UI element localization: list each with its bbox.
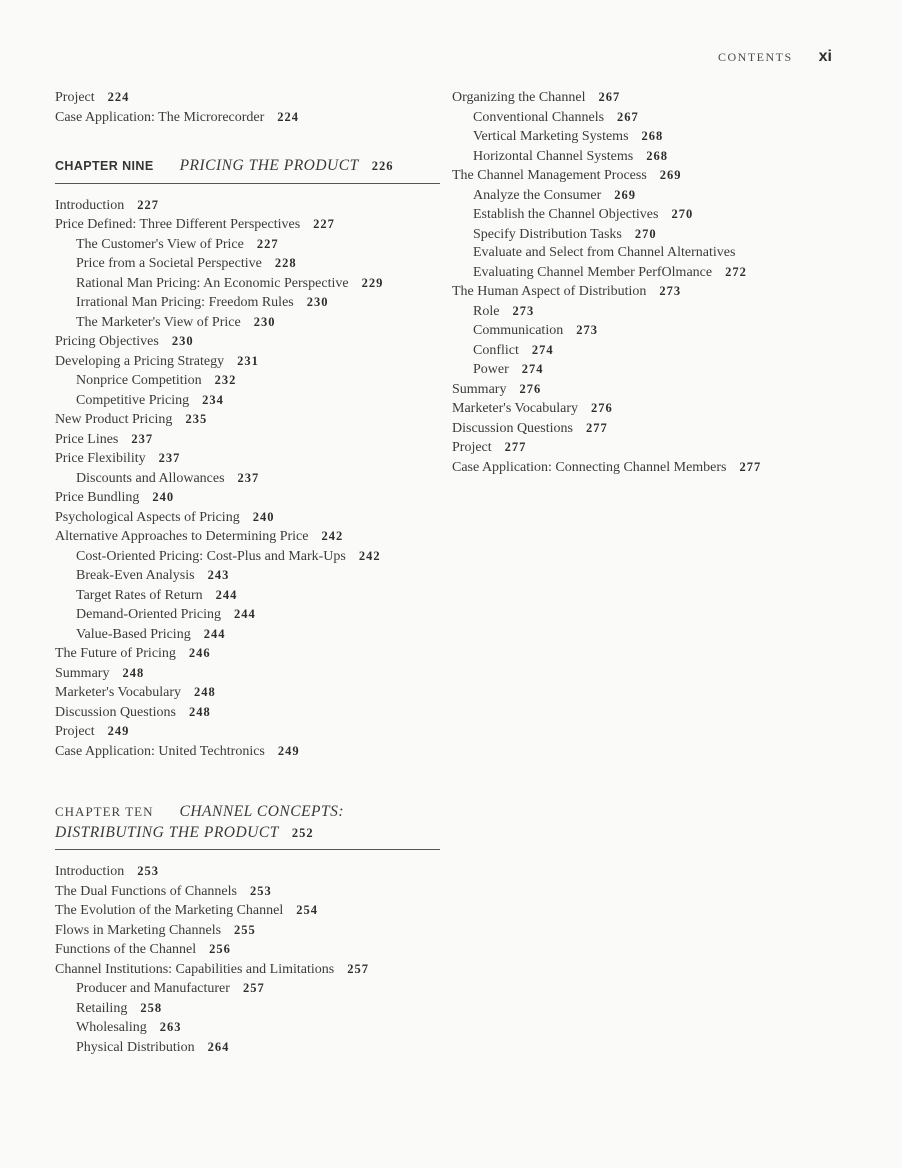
entry-page: 273 — [512, 303, 535, 318]
entry-page: 237 — [237, 470, 260, 485]
entry-text: Cost-Oriented Pricing: Cost-Plus and Mark-Ups — [76, 548, 346, 564]
entry-page: 231 — [237, 353, 259, 368]
toc-entry — [452, 380, 860, 400]
page-header — [718, 48, 832, 66]
entry-page: 264 — [207, 1039, 230, 1054]
toc-entry — [55, 703, 440, 723]
toc-entry — [452, 166, 860, 186]
toc-entry — [55, 371, 440, 391]
entry-text: Producer and Manufacturer — [76, 981, 230, 996]
toc-entry — [452, 321, 860, 341]
toc-entry — [452, 282, 860, 302]
entry-text: Developing a Pricing Strategy — [55, 353, 225, 369]
toc-entry — [452, 458, 860, 478]
entry-page: 258 — [140, 1000, 163, 1015]
entry-text: The Dual Functions of Channels — [55, 883, 237, 899]
entry-page: 232 — [214, 373, 237, 387]
toc-entry — [452, 127, 860, 147]
toc-entry — [55, 215, 440, 235]
entry-text: Price Lines — [55, 431, 119, 447]
entry-page: 229 — [361, 275, 384, 290]
entry-text: Horizontal Channel Systems — [473, 148, 634, 164]
toc-entry — [55, 566, 440, 586]
toc-entry — [55, 88, 440, 108]
chapter-ten-heading — [55, 802, 440, 850]
toc-entry — [452, 244, 860, 263]
entry-page: 244 — [203, 626, 226, 641]
entry-page: 269 — [614, 187, 637, 202]
entry-text: Discounts and Allowances — [76, 470, 225, 486]
entry-page: 230 — [171, 334, 194, 348]
entry-text: Conventional Channels — [473, 109, 605, 125]
toc-entry — [55, 527, 440, 547]
entry-page: 270 — [671, 207, 694, 221]
toc-entry — [55, 605, 440, 625]
entry-page: 230 — [306, 295, 329, 309]
entry-text: Summary — [55, 665, 110, 681]
entry-page: 248 — [122, 665, 145, 680]
entry-page: 244 — [234, 607, 256, 621]
entry-page: 242 — [358, 548, 381, 563]
entry-text: Evaluating Channel Member PerfOlmance — [473, 264, 713, 280]
chapter-nine-title: PRICING THE PRODUCT — [179, 157, 359, 174]
toc-entry — [55, 352, 440, 372]
toc-entry — [55, 722, 440, 742]
toc-column-left — [55, 88, 440, 1057]
entry-page: 244 — [215, 587, 238, 602]
entry-page: 240 — [252, 509, 275, 524]
chapter-nine-entries — [55, 196, 440, 762]
entry-text: The Marketer's View of Price — [76, 314, 241, 330]
right-column-entries — [452, 88, 860, 477]
toc-columns — [55, 88, 860, 1057]
page-number-roman: xi — [818, 48, 832, 65]
entry-text: Physical Distribution — [76, 1039, 195, 1055]
entry-page: 242 — [321, 529, 344, 543]
toc-entry — [55, 293, 440, 313]
toc-entry — [452, 360, 860, 380]
entry-text: Functions of the Channel — [55, 942, 197, 957]
toc-entry — [55, 196, 440, 216]
toc-entry — [55, 1038, 440, 1058]
entry-page: 267 — [598, 90, 621, 104]
entry-text: Establish the Channel Objectives — [473, 207, 659, 222]
toc-entry — [452, 302, 860, 322]
toc-entry — [452, 419, 860, 439]
entry-text: New Product Pricing — [55, 412, 173, 427]
entry-page: 274 — [521, 362, 544, 376]
toc-entry — [55, 683, 440, 703]
toc-entry — [55, 979, 440, 999]
toc-entry — [452, 438, 860, 458]
entry-text: Price from a Societal Perspective — [76, 256, 262, 271]
entry-text: Competitive Pricing — [76, 392, 190, 408]
entry-page: 224 — [277, 109, 300, 124]
entry-page: 273 — [659, 284, 682, 298]
toc-entry — [452, 225, 860, 245]
entry-page: 237 — [158, 451, 181, 465]
entry-text: Case Application: United Techtronics — [55, 743, 265, 759]
entry-text: Psychological Aspects of Pricing — [55, 509, 240, 525]
toc-entry — [55, 586, 440, 606]
entry-text: The Evolution of the Marketing Channel — [55, 903, 284, 918]
entry-page: 234 — [202, 392, 224, 407]
toc-entry — [452, 263, 860, 283]
toc-entry — [55, 862, 440, 882]
entry-page: 228 — [274, 256, 297, 270]
entry-page: 267 — [617, 109, 639, 124]
entry-text: Project — [55, 724, 95, 739]
entry-page: 240 — [152, 490, 175, 504]
toc-entry — [55, 960, 440, 980]
entry-text: The Future of Pricing — [55, 646, 176, 661]
entry-page: 277 — [585, 420, 608, 435]
entry-page: 224 — [107, 90, 130, 104]
entry-text: The Customer's View of Price — [76, 236, 244, 252]
entry-text: The Human Aspect of Distribution — [452, 284, 647, 299]
entry-text: Discussion Questions — [452, 420, 573, 436]
pre-entries-list — [55, 88, 440, 127]
entry-page: 227 — [256, 236, 279, 251]
toc-entry — [55, 508, 440, 528]
chapter-nine-heading — [55, 156, 440, 184]
entry-page: 248 — [194, 685, 216, 699]
toc-column-right — [452, 88, 860, 1057]
entry-text: Marketer's Vocabulary — [452, 401, 579, 416]
toc-entry — [55, 664, 440, 684]
entry-page: 277 — [504, 440, 527, 454]
entry-page: 273 — [576, 323, 598, 337]
entry-text: Specify Distribution Tasks — [473, 226, 622, 242]
toc-entry — [55, 625, 440, 645]
toc-entry — [55, 547, 440, 567]
entry-page: 254 — [296, 903, 318, 917]
chapter-ten-label: CHAPTER TEN — [55, 804, 154, 819]
entry-text: Summary — [452, 381, 507, 397]
toc-entry — [55, 488, 440, 508]
entry-page: 269 — [659, 168, 682, 182]
toc-entry — [55, 999, 440, 1019]
toc-entry — [452, 205, 860, 225]
entry-text: Organizing the Channel — [452, 90, 586, 105]
entry-page: 257 — [242, 981, 265, 995]
entry-page: 249 — [277, 743, 300, 758]
toc-entry — [452, 186, 860, 206]
entry-text: Introduction — [55, 864, 125, 879]
toc-entry — [55, 430, 440, 450]
entry-text: Pricing Objectives — [55, 334, 159, 349]
entry-text: Analyze the Consumer — [473, 187, 602, 203]
entry-text: Power — [473, 362, 509, 377]
entry-page: 256 — [209, 942, 231, 956]
toc-entry — [55, 742, 440, 762]
entry-text: Conflict — [473, 342, 519, 358]
entry-page: 249 — [107, 724, 130, 738]
entry-page: 268 — [641, 129, 664, 143]
entry-page: 257 — [347, 961, 369, 976]
entry-text: Price Defined: Three Different Perspectives — [55, 217, 301, 232]
toc-entry — [452, 399, 860, 419]
chapter-ten-entries — [55, 862, 440, 1057]
chapter-nine-page: 226 — [371, 159, 394, 173]
entry-page: 255 — [234, 922, 256, 937]
entry-page: 235 — [185, 412, 208, 426]
entry-page: 227 — [137, 197, 159, 212]
entry-page: 243 — [207, 568, 230, 582]
entry-text: Value-Based Pricing — [76, 626, 191, 642]
entry-page: 246 — [188, 646, 211, 660]
entry-text: Wholesaling — [76, 1020, 147, 1035]
entry-text: Price Bundling — [55, 490, 140, 505]
entry-page: 277 — [739, 459, 762, 474]
toc-entry — [452, 147, 860, 167]
toc-entry — [55, 313, 440, 333]
chapter-ten-page: 252 — [291, 825, 314, 840]
entry-text: Discussion Questions — [55, 704, 176, 720]
chapter-ten-title: CHANNEL CONCEPTS: DISTRIBUTING THE PRODUCT — [55, 803, 345, 841]
entry-text: Introduction — [55, 197, 125, 213]
toc-entry — [55, 391, 440, 411]
entry-text: Marketer's Vocabulary — [55, 685, 182, 700]
toc-entry — [55, 332, 440, 352]
toc-entry — [55, 901, 440, 921]
contents-label: CONTENTS — [717, 50, 793, 64]
entry-text: Channel Institutions: Capabilities and Limitations — [55, 961, 335, 977]
toc-entry — [55, 254, 440, 274]
entry-page: 227 — [313, 217, 335, 231]
entry-text: Flows in Marketing Channels — [55, 922, 222, 938]
toc-entry — [55, 921, 440, 941]
chapter-nine-label: CHAPTER NINE — [55, 159, 154, 173]
entry-text: Evaluate and Select from Channel Alternatives — [473, 245, 736, 260]
toc-entry — [55, 469, 440, 489]
entry-text: Alternative Approaches to Determining Price — [55, 529, 309, 544]
entry-page: 276 — [519, 381, 542, 396]
entry-text: Nonprice Competition — [76, 373, 202, 388]
entry-text: Irrational Man Pricing: Freedom Rules — [76, 295, 294, 310]
entry-text: Vertical Marketing Systems — [473, 129, 629, 144]
toc-entry — [55, 235, 440, 255]
toc-entry — [55, 882, 440, 902]
entry-page: 230 — [253, 314, 276, 329]
toc-entry — [55, 274, 440, 294]
entry-text: Target Rates of Return — [76, 587, 203, 603]
entry-text: Case Application: Connecting Channel Members — [452, 459, 727, 475]
entry-page: 248 — [188, 704, 211, 719]
entry-text: Project — [452, 440, 492, 455]
entry-page: 268 — [646, 148, 668, 163]
entry-page: 263 — [159, 1020, 182, 1034]
entry-text: Break-Even Analysis — [76, 568, 195, 583]
toc-entry — [55, 449, 440, 469]
toc-entry — [452, 88, 860, 108]
toc-entry — [55, 644, 440, 664]
toc-entry — [55, 108, 440, 128]
entry-text: Rational Man Pricing: An Economic Perspective — [76, 275, 349, 291]
entry-text: Communication — [473, 323, 564, 338]
toc-entry — [452, 341, 860, 361]
entry-text: The Channel Management Process — [452, 168, 647, 183]
toc-entry — [452, 108, 860, 128]
toc-entry — [55, 940, 440, 960]
entry-page: 274 — [531, 342, 554, 357]
entry-text: Case Application: The Microrecorder — [55, 109, 265, 125]
toc-entry — [55, 1018, 440, 1038]
entry-text: Demand-Oriented Pricing — [76, 607, 222, 622]
entry-page: 272 — [725, 264, 747, 279]
entry-page: 237 — [131, 431, 154, 446]
entry-page: 270 — [634, 226, 657, 241]
entry-page: 253 — [249, 883, 272, 898]
entry-text: Price Flexibility — [55, 451, 146, 466]
entry-text: Role — [473, 303, 500, 319]
entry-text: Retailing — [76, 1000, 128, 1016]
entry-page: 253 — [137, 864, 159, 878]
toc-entry — [55, 410, 440, 430]
entry-text: Project — [55, 90, 95, 105]
entry-page: 276 — [591, 401, 613, 415]
